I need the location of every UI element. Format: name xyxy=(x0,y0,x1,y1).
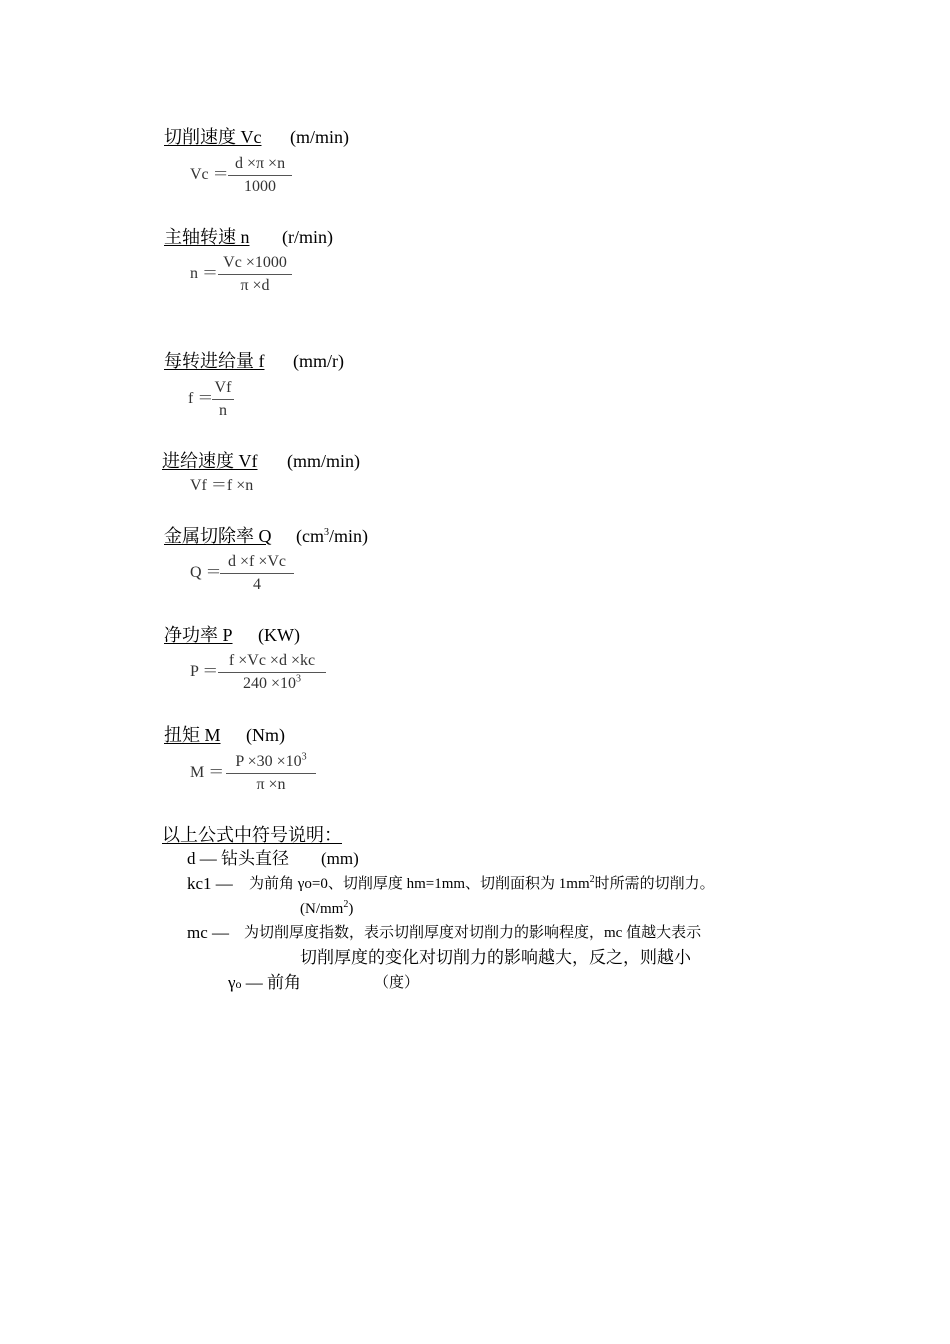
heading-spindle-speed xyxy=(164,226,333,248)
formula-lhs: Q ＝ xyxy=(190,564,222,581)
num-sup: 3 xyxy=(301,751,307,763)
heading-title: 进给速度 Vf xyxy=(162,451,258,471)
unit-sup: 3 xyxy=(323,527,329,538)
unit-pre: (cm xyxy=(296,526,324,546)
legend-gamma-desc: — 前角 xyxy=(245,973,302,992)
legend-kc1 xyxy=(187,873,715,895)
legend-gamma-symbol: γ xyxy=(228,973,236,992)
legend-mc xyxy=(187,922,702,944)
formula-lhs: Vc ＝ xyxy=(190,166,229,183)
legend-mc-symbol: mc — xyxy=(187,923,230,942)
heading-feed-speed xyxy=(162,450,360,472)
heading-net-power xyxy=(164,624,300,646)
numerator: d ×π ×n xyxy=(228,153,292,176)
heading-unit xyxy=(296,525,368,547)
legend-mc-desc-1: 为切削厚度指数，表示切削厚度对切削力的影响程度，mc 值越大表示 xyxy=(244,925,702,941)
heading-title: 每转进给量 f xyxy=(164,351,265,371)
numerator: d ×f ×Vc xyxy=(220,551,294,574)
legend-gamma-unit: （度） xyxy=(374,975,420,991)
heading-unit: (KW) xyxy=(258,625,300,645)
denominator: π ×d xyxy=(240,277,270,294)
formula-lhs: P ＝ xyxy=(190,663,219,680)
legend-gamma xyxy=(228,972,420,995)
heading-title: 扭矩 M xyxy=(164,725,221,745)
unit-sup: 2 xyxy=(343,899,349,910)
heading-unit: (mm/r) xyxy=(293,351,344,371)
legend-d-symbol: d — 钻头直径 xyxy=(187,849,289,868)
denominator: π ×n xyxy=(256,776,286,793)
formula-fraction xyxy=(226,751,316,796)
heading-title: 切削速度 Vc xyxy=(164,127,262,147)
legend-mc-desc-2: 切削厚度的变化对切削力的影响越大，反之，则越小 xyxy=(300,948,691,967)
numerator xyxy=(226,751,316,774)
denominator: 1000 xyxy=(244,178,276,195)
heading-unit: (Nm) xyxy=(246,725,285,745)
desc-sup: 2 xyxy=(589,874,595,885)
heading-title: 主轴转速 n xyxy=(164,227,250,247)
numerator: Vc ×1000 xyxy=(218,252,292,275)
heading-title: 净功率 P xyxy=(164,625,233,645)
unit-pre: (N/mm xyxy=(300,901,344,917)
denominator: n xyxy=(219,402,227,419)
desc-a: 为前角 γo=0、切削厚度 hm=1mm、切削面积为 1mm xyxy=(249,876,590,892)
heading-unit: (m/min) xyxy=(290,127,349,147)
formula-lhs: M ＝ xyxy=(190,764,225,781)
legend-title xyxy=(162,824,342,846)
numerator: f ×Vc ×d ×kc xyxy=(218,650,326,673)
legend-kc1-desc xyxy=(249,873,715,895)
heading-unit: (mm/min) xyxy=(287,451,360,471)
formula-feed-speed: Vf ＝f ×n xyxy=(190,477,254,494)
formula-fraction xyxy=(218,650,326,695)
den-sup: 3 xyxy=(296,673,302,685)
unit-post: ) xyxy=(348,901,354,917)
heading-cutting-speed xyxy=(164,126,349,148)
denominator: 4 xyxy=(253,576,261,593)
den-pre: 240 ×10 xyxy=(242,675,297,692)
legend-title-text: 以上公式中符号说明： xyxy=(162,825,342,845)
formula-lhs: f ＝ xyxy=(188,390,214,407)
heading-unit: (r/min) xyxy=(282,227,333,247)
legend-gamma-sub: o xyxy=(235,977,242,991)
denominator xyxy=(218,673,326,695)
heading-feed-per-rev xyxy=(164,350,344,372)
heading-removal-rate xyxy=(164,525,368,547)
legend-d-unit: (mm) xyxy=(321,849,359,868)
heading-torque xyxy=(164,724,285,746)
formula-fraction xyxy=(212,377,234,422)
num-pre: P ×30 ×10 xyxy=(235,753,302,770)
formula-lhs: n ＝ xyxy=(190,265,219,282)
legend-kc1-unit xyxy=(300,898,353,920)
numerator: Vf xyxy=(212,377,234,400)
formula-fraction xyxy=(228,153,292,198)
legend-d xyxy=(187,848,359,870)
formula-fraction xyxy=(218,252,292,297)
unit-post: /min) xyxy=(328,526,368,546)
heading-title: 金属切除率 Q xyxy=(164,526,272,546)
desc-b: 时所需的切削力。 xyxy=(594,876,715,892)
legend-kc1-symbol: kc1 — xyxy=(187,874,233,893)
formula-fraction xyxy=(220,551,294,596)
